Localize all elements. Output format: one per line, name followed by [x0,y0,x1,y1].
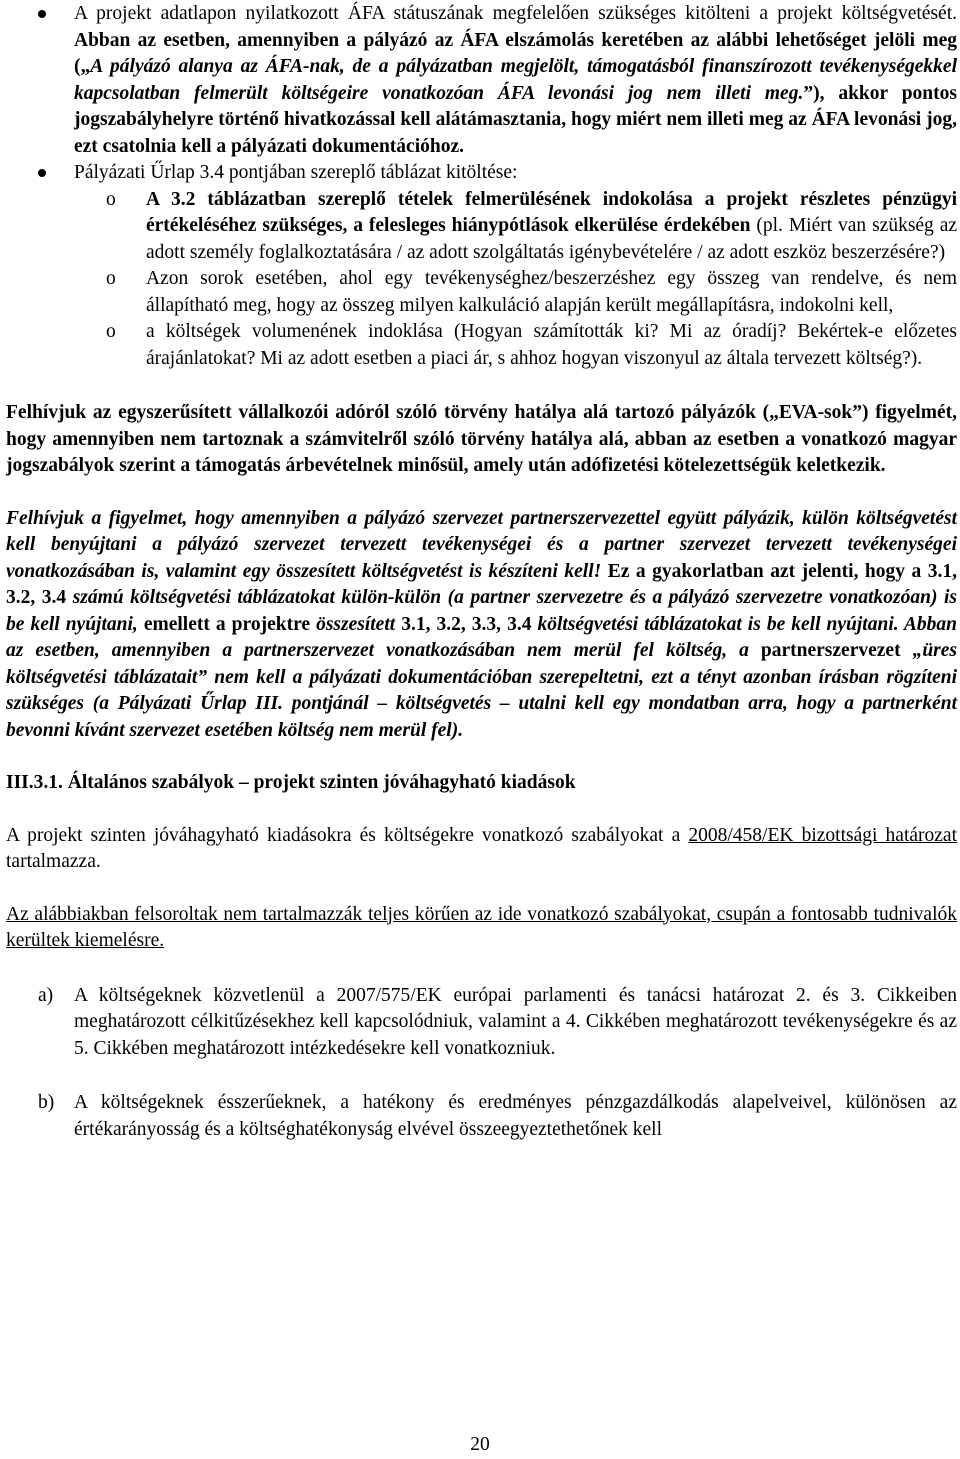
partner-part-9: „üres költségvetési táblázatait” nem kell a pályázati dokumentációban szerepeltetni, ezt a tényt azonban írásban rögzíteni szükséges (a Pályázati Űrlap III. pontjánál – költségvetés – utalni kell egy mondatban arra, hogy a partnerként bevonni kívánt szervezet esetében költség nem merül fel). [6,640,958,741]
bullet-form-text: Pályázati Űrlap 3.4 pontjában szereplő táblázat kitöltése: [74,162,518,183]
paragraph-rules [6,823,957,876]
page-number: 20 [470,1434,490,1455]
partner-part-6: 3.1, 3.2, 3.3, 3.4 [395,613,538,635]
paragraph-note: Az alábbiakban felsoroltak nem tartalmazzák teljes körűen az ide vonatkozó szabályokat, csupán a fontosabb tudnivalók kerültek kiemelésre. [6,903,957,951]
paragraph-eva: Felhívjuk az egyszerűsített vállalkozói adóról szóló törvény hatálya alá tartozó pályázók („EVA-sok”) figyelmét, hogy amennyiben nem tartoznak a számvitelről szóló törvény hatálya alá, abban az esetben a vonatkozó magyar jogszabályok szerint a támogatás árbevételnek minősül, amely után adófizetési kötelezettségük keletkezik. [6,402,957,476]
bullet-item-form [6,160,957,187]
sub-item-justification-plain: (pl. Miért van szükség az adott személy foglalkoztatására / az adott szolgáltatás igénybevételére / az adott eszköz beszerzésére?) [146,215,958,263]
alpha-marker: a) [38,984,54,1006]
partner-part-1: Felhívjuk a figyelmet, hogy amennyiben a pályázó szervezet partnerszervezettel együtt pályázik, külön költségvetést kell benyújtani a pályázó szervezet tervezett tevékenységei és a partner szervezet tervezett tevékenységei vonatkozásában is, valamint egy összesített költségvetést is készíteni kell! [6,507,957,582]
sub-marker: o [106,188,116,210]
alpha-item-b [6,1090,957,1143]
section-heading: III.3.1. Általános szabályok – projekt szinten jóváhagyható kiadások [6,772,576,793]
rules-text: A projekt szinten jóváhagyható kiadásokra és költségekre vonatkozó szabályokat a [6,824,689,846]
partner-part-3: számú költségvetési táblázatokat külön-külön (a partner szervezetre és a pályázó szervezetre vonatkozóan) is be kell nyújtani, [6,587,958,635]
sub-item-justification-bold: A 3.2 táblázatban szereplő tételek felmerülésének indokolása a projekt részletes pénzügyi értékeléséhez szükséges, a felesleges hiánypótlások elkerülése érdekében [146,188,957,236]
alpha-item-a [6,983,957,1063]
partner-part-8: partnerszervezet [748,640,913,661]
partner-part-7: költségvetési táblázatokat is be kell nyújtani. Abban az esetben, amennyiben a partnerszervezet vonatkozásában nem merül fel költség, a [6,613,958,661]
sub-item-rows [6,266,957,319]
partner-part-2: Ez a gyakorlatban azt jelenti, hogy a 3.1, 3.2, 3.4 [6,560,958,608]
page-content [6,1,957,1143]
sub-item-rows-text: Azon sorok esetében, ahol egy tevékenységhez/beszerzéshez egy összeg van rendelve, és nem állapítható meg, hogy az összeg milyen kalkuláció alapján került megállapításra, indokolni kell, [146,268,957,316]
bullet-afa-bold-end: ”), akkor pontos jogszabályhelyre történő hivatkozással kell alátámasztania, hogy miért nem illeti meg az ÁFA levonási jog, ezt csatolnia kell a pályázati dokumentációhoz. [74,82,957,157]
alpha-marker: b) [38,1092,55,1113]
bullet-afa-plain: A projekt adatlapon nyilatkozott ÁFA státuszának megfelelően szükséges kitölteni a projekt költségvetését. [74,3,957,24]
rules-link[interactable]: 2008/458/EK bizottsági határozat [688,824,957,846]
partner-part-4: emellett a projektre [137,613,317,635]
sub-marker: o [106,268,116,289]
bullet-list [6,1,957,187]
sub-marker: o [106,321,116,342]
bullet-item-afa [6,1,957,160]
paragraph-partner [6,506,957,745]
bullet-icon [38,10,46,18]
rules-tail: tartalmazza. [6,851,101,872]
bullet-afa-bold: Abban az esetben, amennyiben a pályázó az ÁFA elszámolás keretében az alábbi lehetőséget jelöli meg („ [74,29,957,77]
partner-part-5: összesített [316,613,396,635]
sub-item-volume-text: a költségek volumenének indoklása (Hogyan számították ki? Mi az óradíj? Bekértek-e előzetes árajánlatokat? Mi az adott esetben a piaci ár, s ahhoz hogyan viszonyul az általa tervezett költség?). [146,321,957,369]
sub-item-justification [6,187,957,267]
alpha-item-b-text: A költségeknek ésszerűeknek, a hatékony és eredményes pénzgazdálkodás alapelveivel, különösen az értékarányosság és a költséghatékonyság elvével összeegyeztethetőnek kell [74,1092,957,1140]
sub-list [6,187,957,373]
sub-item-volume [6,319,957,372]
bullet-icon [38,169,46,177]
bullet-afa-bold-italic: A pályázó alanya az ÁFA-nak, de a pályázatban megjelölt, támogatásból finanszírozott tevékenységekkel kapcsolatban felmerült költségeire vonatkozóan ÁFA levonási jog nem illeti meg. [74,56,957,104]
alpha-item-a-text: A költségeknek közvetlenül a 2007/575/EK európai parlamenti és tanácsi határozat 2. és 3. Cikkeiben meghatározott célkitűzésekhez kell kapcsolódniuk, valamint a 4. Cikkében meghatározott tevékenységekre és az 5. Cikkében meghatározott intézkedésekre kell vonatkozniuk. [74,984,957,1059]
